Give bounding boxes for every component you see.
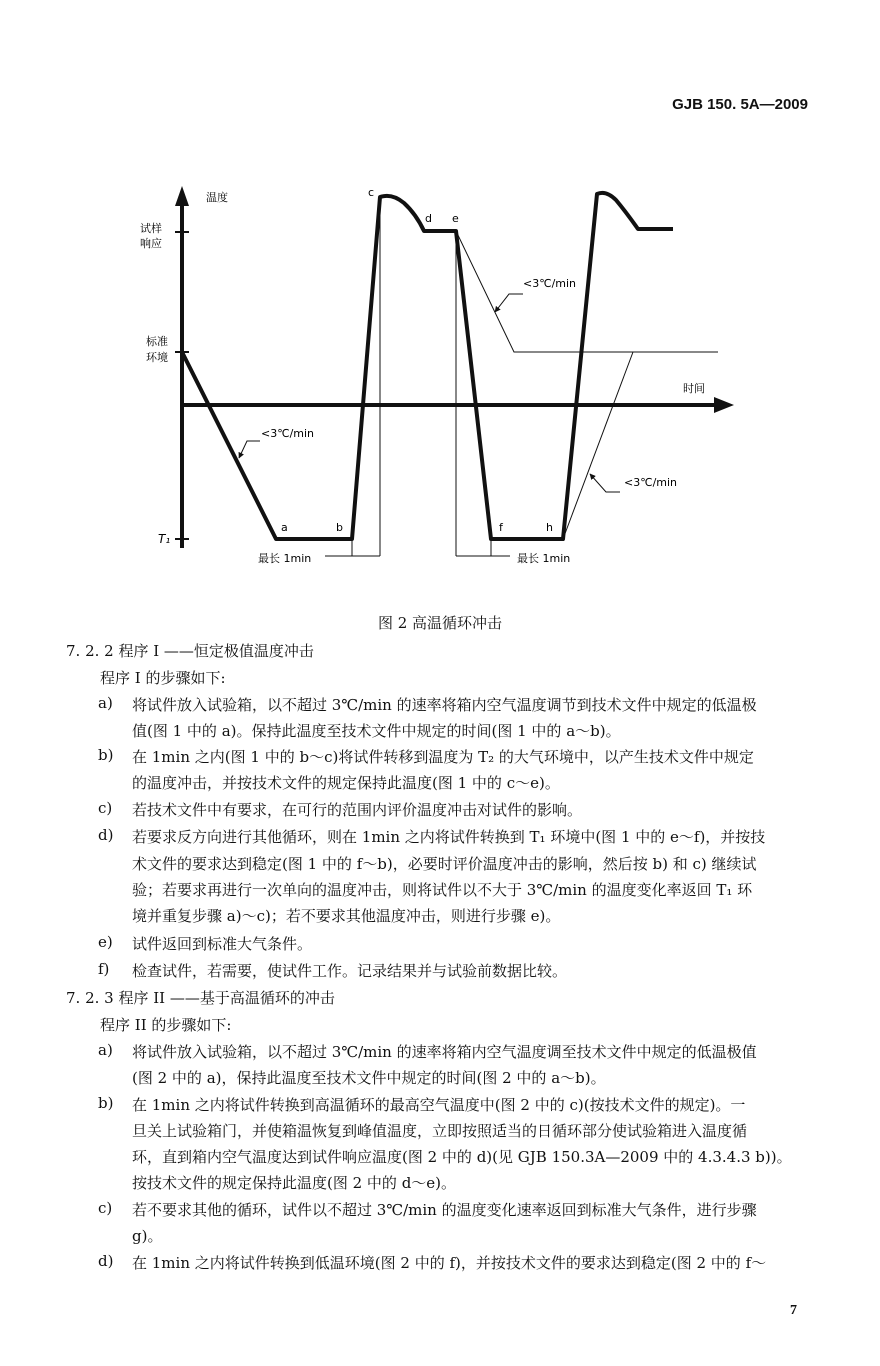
item-text: 境并重复步骤 a)～c)；若不要求其他温度冲击，则进行步骤 e)。 [132, 907, 561, 925]
item-text: 试件返回到标准大气条件。 [132, 935, 313, 953]
item-text: 在 1min 之内将试件转换到高温循环的最高空气温度中(图 2 中的 c)(按技术文件的规定)。一 [132, 1096, 746, 1114]
item-label: b) [98, 1094, 114, 1112]
section-intro: 程序 II 的步骤如下: [100, 1016, 232, 1034]
item-text: 值(图 1 中的 a)。保持此温度至技术文件中规定的时间(图 1 中的 a～b)。 [132, 722, 621, 740]
x-axis-label: 时间 [683, 382, 705, 395]
point-label-e: e [452, 212, 459, 225]
item-label: a) [98, 694, 113, 712]
item-text: 环，直到箱内空气温度达到试件响应温度(图 2 中的 d)(见 GJB 150.3A—2009 中的 4.3.4.3 b))。 [132, 1148, 792, 1166]
item-label: c) [98, 1199, 113, 1217]
item-text: 在 1min 之内将试件转换到低温环境(图 2 中的 f)，并按技术文件的要求达到稳定(图 2 中的 f～ [132, 1254, 767, 1272]
item-text: 若要求反方向进行其他循环，则在 1min 之内将试件转换到 T₁ 环境中(图 1 中的 e～f)，并按技 [132, 828, 766, 846]
item-text: 将试件放入试验箱，以不超过 3℃/min 的速率将箱内空气温度调节到技术文件中规定的低温极 [132, 696, 757, 714]
duration-label-2: 最长 1min [517, 552, 571, 565]
rate-leader-3 [590, 474, 620, 492]
item-text: 按技术文件的规定保持此温度(图 2 中的 d～e)。 [132, 1174, 457, 1192]
y-label-response-2: 响应 [140, 237, 162, 250]
item-label: b) [98, 746, 114, 764]
y-axis-arrow-icon [175, 186, 189, 206]
section-title: 7. 2. 3 程序 II ——基于高温循环的冲击 [66, 989, 335, 1007]
rate-label-1: <3℃/min [261, 427, 315, 440]
x-axis-arrow-icon [714, 397, 734, 413]
item-label: f) [98, 960, 110, 978]
point-label-b: b [336, 521, 343, 534]
point-label-c: c [368, 186, 375, 199]
item-text: 若不要求其他的循环，试件以不超过 3℃/min 的温度变化速率返回到标准大气条件，进行步骤 [132, 1201, 757, 1219]
item-label: d) [98, 1252, 114, 1270]
y-label-t1: T₁ [158, 532, 171, 546]
standard-code: GJB 150. 5A—2009 [672, 96, 808, 113]
rate-leader-1 [239, 441, 260, 458]
y-label-standard-2: 环境 [146, 351, 168, 364]
item-text: 验；若要求再进行一次单向的温度冲击，则将试件以不大于 3℃/min 的温度变化率返回 T₁ 环 [132, 881, 753, 899]
item-text: 检查试件，若需要，使试件工作。记录结果并与试验前数据比较。 [132, 962, 568, 980]
item-text: 旦关上试验箱门，并使箱温恢复到峰值温度，立即按照适当的日循环部分使试验箱进入温度循 [132, 1122, 748, 1140]
page-number: 7 [790, 1303, 797, 1318]
point-label-f: f [499, 521, 503, 534]
point-label-h: h [546, 521, 553, 534]
y-axis-label: 温度 [206, 191, 228, 204]
y-label-response-1: 试样 [140, 222, 162, 235]
point-label-a: a [281, 521, 288, 534]
temperature-shock-figure [0, 0, 880, 600]
point-label-d: d [425, 212, 432, 225]
item-label: c) [98, 799, 113, 817]
section-intro: 程序 I 的步骤如下: [100, 669, 226, 687]
item-text: 在 1min 之内(图 1 中的 b～c)将试件转移到温度为 T₂ 的大气环境中，以产生技术文件中规定 [132, 748, 754, 766]
temperature-profile [182, 193, 673, 539]
duration-label-1: 最长 1min [258, 552, 312, 565]
rate-leader-2 [495, 294, 523, 312]
item-label: a) [98, 1041, 113, 1059]
section-title: 7. 2. 2 程序 I ——恒定极值温度冲击 [66, 642, 314, 660]
item-label: e) [98, 933, 113, 951]
item-text: (图 2 中的 a)，保持此温度至技术文件中规定的时间(图 2 中的 a～b)。 [132, 1069, 606, 1087]
item-text: g)。 [132, 1227, 163, 1245]
item-text: 的温度冲击，并按技术文件的规定保持此温度(图 1 中的 c～e)。 [132, 774, 560, 792]
y-label-standard-1: 标准 [146, 335, 168, 348]
figure-caption: 图 2 高温循环冲击 [377, 614, 503, 632]
item-text: 若技术文件中有要求，在可行的范围内评价温度冲击对试件的影响。 [132, 801, 583, 819]
rate-label-2: <3℃/min [523, 277, 577, 290]
rate-label-3: <3℃/min [624, 476, 678, 489]
item-label: d) [98, 826, 114, 844]
item-text: 将试件放入试验箱，以不超过 3℃/min 的速率将箱内空气温度调至技术文件中规定的低温极值 [132, 1043, 757, 1061]
item-text: 术文件的要求达到稳定(图 1 中的 f～b)，必要时评价温度冲击的影响，然后按 b) 和 c) 继续试 [132, 855, 757, 873]
